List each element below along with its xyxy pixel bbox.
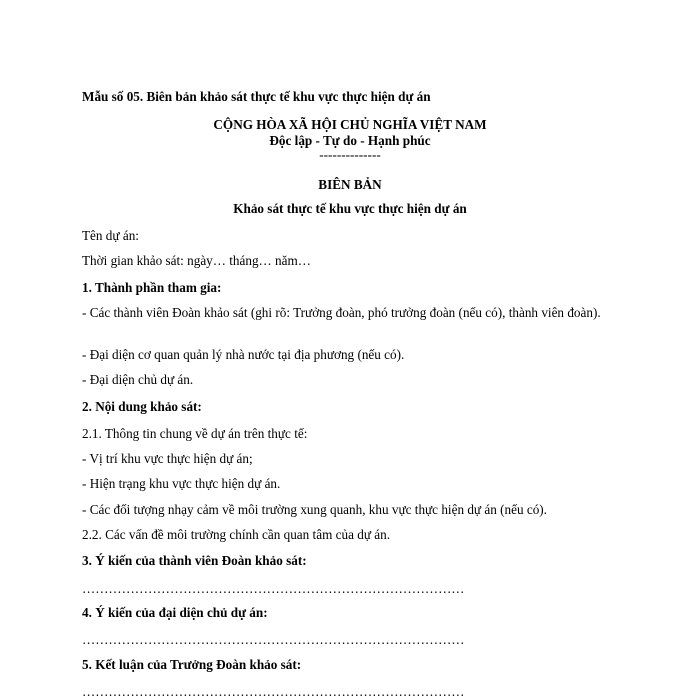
section-1-item: - Đại diện chủ dự án. [82,372,194,387]
section-2-item: - Vị trí khu vực thực hiện dự án; [82,451,253,466]
form-title: Mẫu số 05. Biên bản khảo sát thực tế khu vực thực hiện dự án [82,89,431,104]
doc-subtitle: Khảo sát thực tế khu vực thực hiện dự án [233,201,467,216]
section-1-item: - Các thành viên Đoàn khảo sát (ghi rõ: Trưởng đoàn, phó trưởng đoàn (nếu có), thành viên đoàn). [82,305,601,320]
section-2-item: - Các đối tượng nhạy cảm về môi trường xung quanh, khu vực thực hiện dự án (nếu có). [82,502,547,517]
section-2-heading: 2. Nội dung khảo sát: [82,399,202,414]
section-2-sub2: 2.2. Các vấn đề môi trường chính cần quan tâm của dự án. [82,527,391,542]
section-1-item: - Đại diện cơ quan quản lý nhà nước tại địa phương (nếu có). [82,347,405,362]
section-3-dotted-line: …………………………………………………………………………… [82,581,465,596]
section-4-heading: 4. Ý kiến của đại diện chủ dự án: [82,605,268,620]
section-4-dotted-line: …………………………………………………………………………… [82,632,465,647]
divider: -------------- [319,147,381,162]
section-3-heading: 3. Ý kiến của thành viên Đoàn khảo sát: [82,553,307,568]
motto: Độc lập - Tự do - Hạnh phúc [269,133,431,148]
doc-title: BIÊN BẢN [318,177,382,192]
survey-time: Thời gian khảo sát: ngày… tháng… năm… [82,253,311,268]
section-1-heading: 1. Thành phần tham gia: [82,280,222,295]
section-5-heading: 5. Kết luận của Trưởng Đoàn khảo sát: [82,657,302,672]
section-2-sub1: 2.1. Thông tin chung về dự án trên thực tế: [82,426,308,441]
national-title: CỘNG HÒA XÃ HỘI CHỦ NGHĨA VIỆT NAM [213,117,487,132]
project-name-label: Tên dự án: [82,228,139,243]
section-5-dotted-line: …………………………………………………………………………… [82,684,465,699]
section-2-item: - Hiện trạng khu vực thực hiện dự án. [82,476,281,491]
